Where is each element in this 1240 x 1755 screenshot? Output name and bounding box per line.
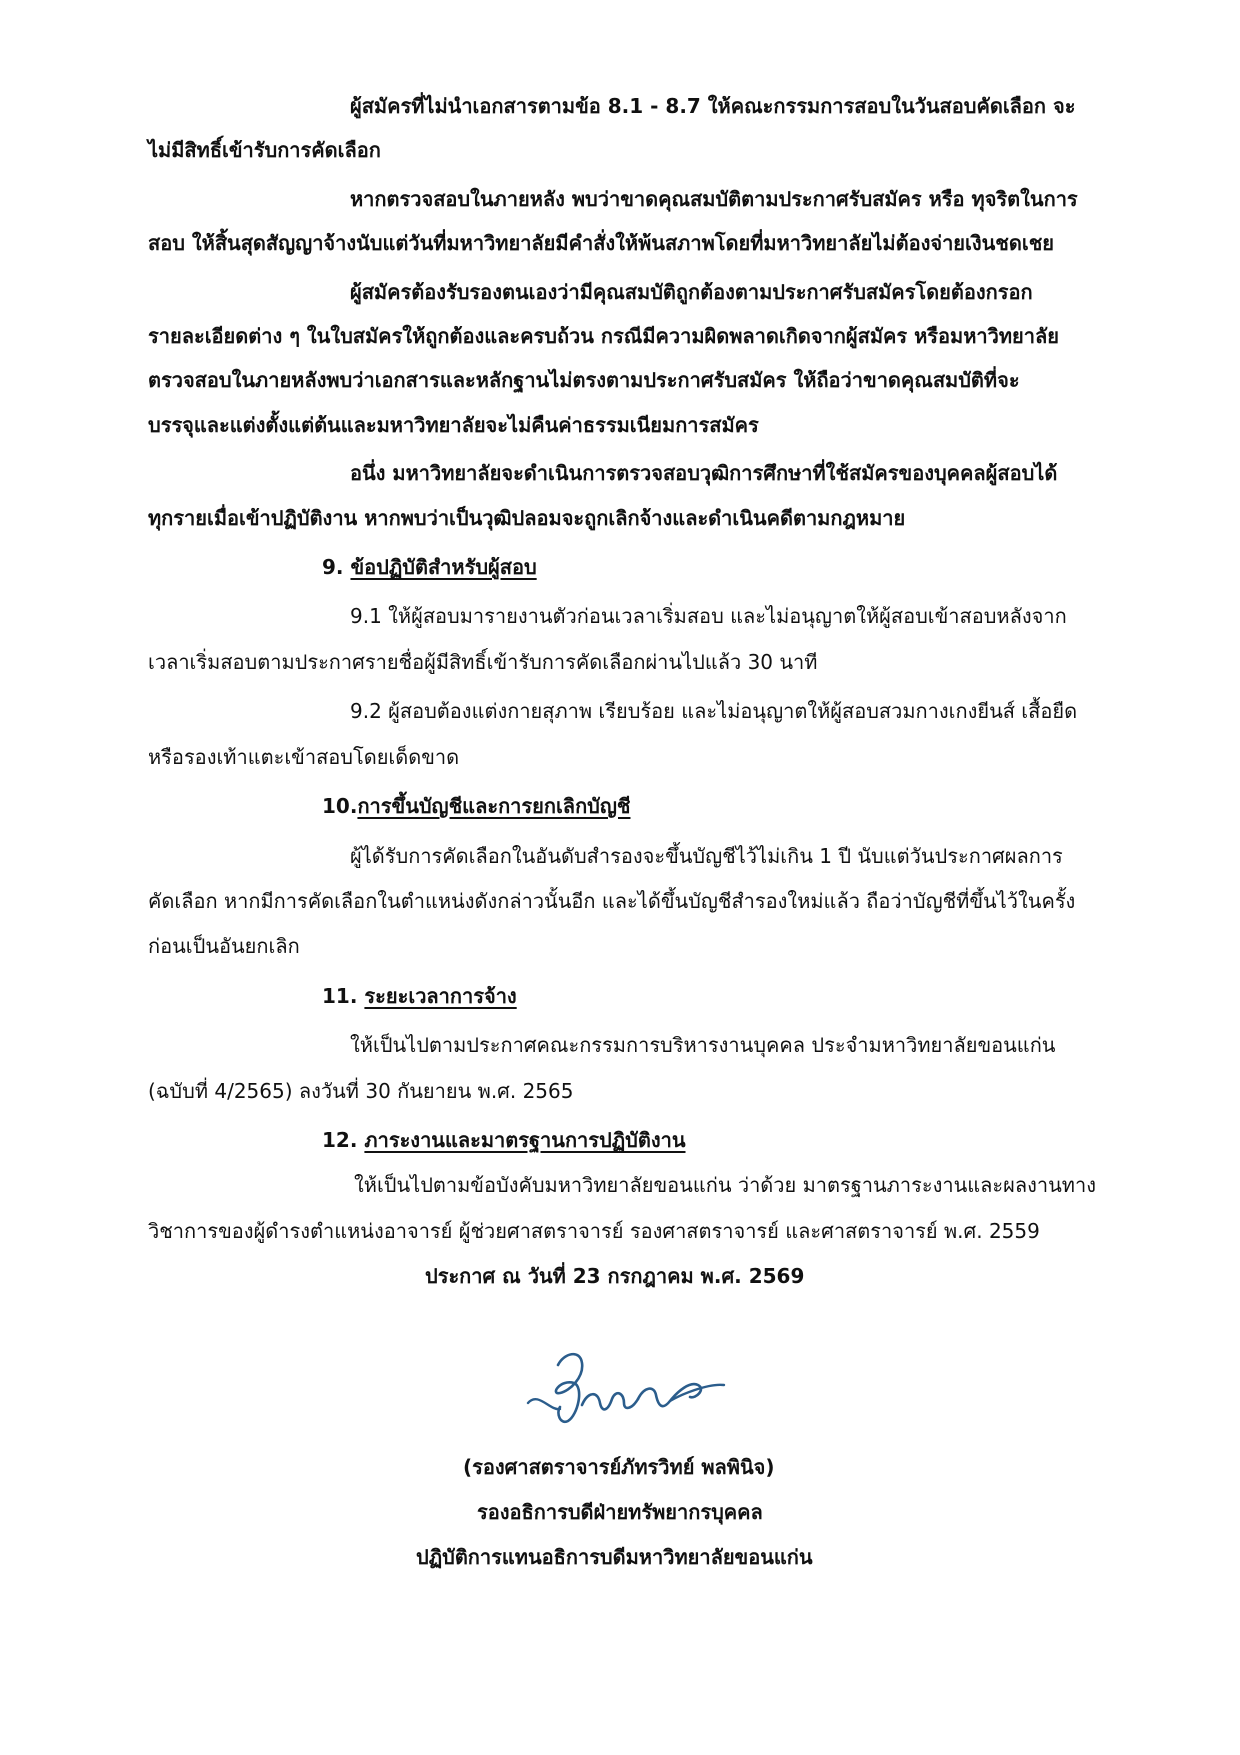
intro-p1-line2: ไม่มีสิทธิ์เข้ารับการคัดเลือก <box>148 138 381 162</box>
section-10-number: 10. <box>322 794 358 818</box>
intro-p3-line4: บรรจุและแต่งตั้งแต่ต้นและมหาวิทยาลัยจะไม่คืนค่าธรรมเนียมการสมัคร <box>148 413 759 437</box>
section-11-title: ระยะเวลาการจ้าง <box>364 984 517 1008</box>
section-12-p1-line1: ให้เป็นไปตามข้อบังคับมหาวิทยาลัยขอนแก่น ว่าด้วย มาตรฐานภาระงานและผลงานทาง <box>354 1173 1096 1197</box>
announcement-date: ประกาศ ณ วันที่ 23 กรกฎาคม พ.ศ. 2569 <box>425 1264 805 1288</box>
signer-position-2: ปฏิบัติการแทนอธิการบดีมหาวิทยาลัยขอนแก่น <box>416 1545 813 1569</box>
section-11-p1-line2: (ฉบับที่ 4/2565) ลงวันที่ 30 กันยายน พ.ศ. 2565 <box>148 1079 574 1103</box>
section-10-p1-line1: ผู้ได้รับการคัดเลือกในอันดับสำรองจะขึ้นบัญชีไว้ไม่เกิน 1 ปี นับแต่วันประกาศผลการ <box>350 844 1063 868</box>
section-11-heading <box>322 981 517 1011</box>
section-9-p2-line2: หรือรองเท้าแตะเข้าสอบโดยเด็ดขาด <box>148 745 460 769</box>
intro-p4-line2: ทุกรายเมื่อเข้าปฏิบัติงาน หากพบว่าเป็นวุฒิปลอมจะถูกเลิกจ้างและดำเนินคดีตามกฎหมาย <box>148 506 906 530</box>
intro-p3-line3: ตรวจสอบในภายหลังพบว่าเอกสารและหลักฐานไม่ตรงตามประกาศรับสมัคร ให้ถือว่าขาดคุณสมบัติที่จะ <box>148 368 1020 392</box>
section-9-p1-line1: 9.1 ให้ผู้สอบมารายงานตัวก่อนเวลาเริ่มสอบ และไม่อนุญาตให้ผู้สอบเข้าสอบหลังจาก <box>350 604 1067 628</box>
section-10-title: การขึ้นบัญชีและการยกเลิกบัญชี <box>357 794 631 818</box>
section-12-p1-line2: วิชาการของผู้ดำรงตำแหน่งอาจารย์ ผู้ช่วยศาสตราจารย์ รองศาสตราจารย์ และศาสตราจารย์ พ.ศ. 2559 <box>148 1219 1040 1243</box>
section-10-p1-line2: คัดเลือก หากมีการคัดเลือกในตำแหน่งดังกล่าวนั้นอีก และได้ขึ้นบัญชีสำรองใหม่แล้ว ถือว่าบัญชีที่ขึ้นไว้ในครั้ง <box>148 889 1076 913</box>
intro-p1-line1: ผู้สมัครที่ไม่นำเอกสารตามข้อ 8.1 - 8.7 ให้คณะกรรมการสอบในวันสอบคัดเลือก จะ <box>350 94 1076 118</box>
section-12-title: ภาระงานและมาตรฐานการปฏิบัติงาน <box>364 1128 686 1152</box>
signer-position-1: รองอธิการบดีฝ่ายทรัพยากรบุคคล <box>477 1500 763 1524</box>
intro-p2-line2: สอบ ให้สิ้นสุดสัญญาจ้างนับแต่วันที่มหาวิทยาลัยมีคำสั่งให้พ้นสภาพโดยที่มหาวิทยาลัยไม่ต้องจ่ายเงินชดเชย <box>148 231 1054 255</box>
section-10-heading <box>322 791 630 821</box>
intro-p3-line1: ผู้สมัครต้องรับรองตนเองว่ามีคุณสมบัติถูกต้องตามประกาศรับสมัครโดยต้องกรอก <box>350 280 1033 304</box>
section-9-number: 9. <box>322 555 344 579</box>
section-11-number: 11. <box>322 984 358 1008</box>
intro-p4-line1: อนึ่ง มหาวิทยาลัยจะดำเนินการตรวจสอบวุฒิการศึกษาที่ใช้สมัครของบุคคลผู้สอบได้ <box>350 461 1058 485</box>
section-12-number: 12. <box>322 1128 358 1152</box>
section-11-p1-line1: ให้เป็นไปตามประกาศคณะกรรมการบริหารงานบุคคล ประจำมหาวิทยาลัยขอนแก่น <box>350 1033 1056 1057</box>
signature-image <box>520 1345 730 1455</box>
section-9-p2-line1: 9.2 ผู้สอบต้องแต่งกายสุภาพ เรียบร้อย และไม่อนุญาตให้ผู้สอบสวมกางเกงยีนส์ เสื้อยืด <box>350 699 1078 723</box>
section-9-p1-line2: เวลาเริ่มสอบตามประกาศรายชื่อผู้มีสิทธิ์เข้ารับการคัดเลือกผ่านไปแล้ว 30 นาที <box>148 650 818 674</box>
signer-name: (รองศาสตราจารย์ภัทรวิทย์ พลพินิจ) <box>463 1455 775 1479</box>
intro-p2-line1: หากตรวจสอบในภายหลัง พบว่าขาดคุณสมบัติตามประกาศรับสมัคร หรือ ทุจริตในการ <box>350 187 1078 211</box>
section-9-title: ข้อปฏิบัติสำหรับผู้สอบ <box>350 555 537 579</box>
intro-p3-line2: รายละเอียดต่าง ๆ ในใบสมัครให้ถูกต้องและครบถ้วน กรณีมีความผิดพลาดเกิดจากผู้สมัคร หรือมหาวิทยาลัย <box>148 324 1059 348</box>
section-12-heading <box>322 1125 686 1155</box>
section-10-p1-line3: ก่อนเป็นอันยกเลิก <box>148 934 300 958</box>
section-9-heading <box>322 552 537 582</box>
